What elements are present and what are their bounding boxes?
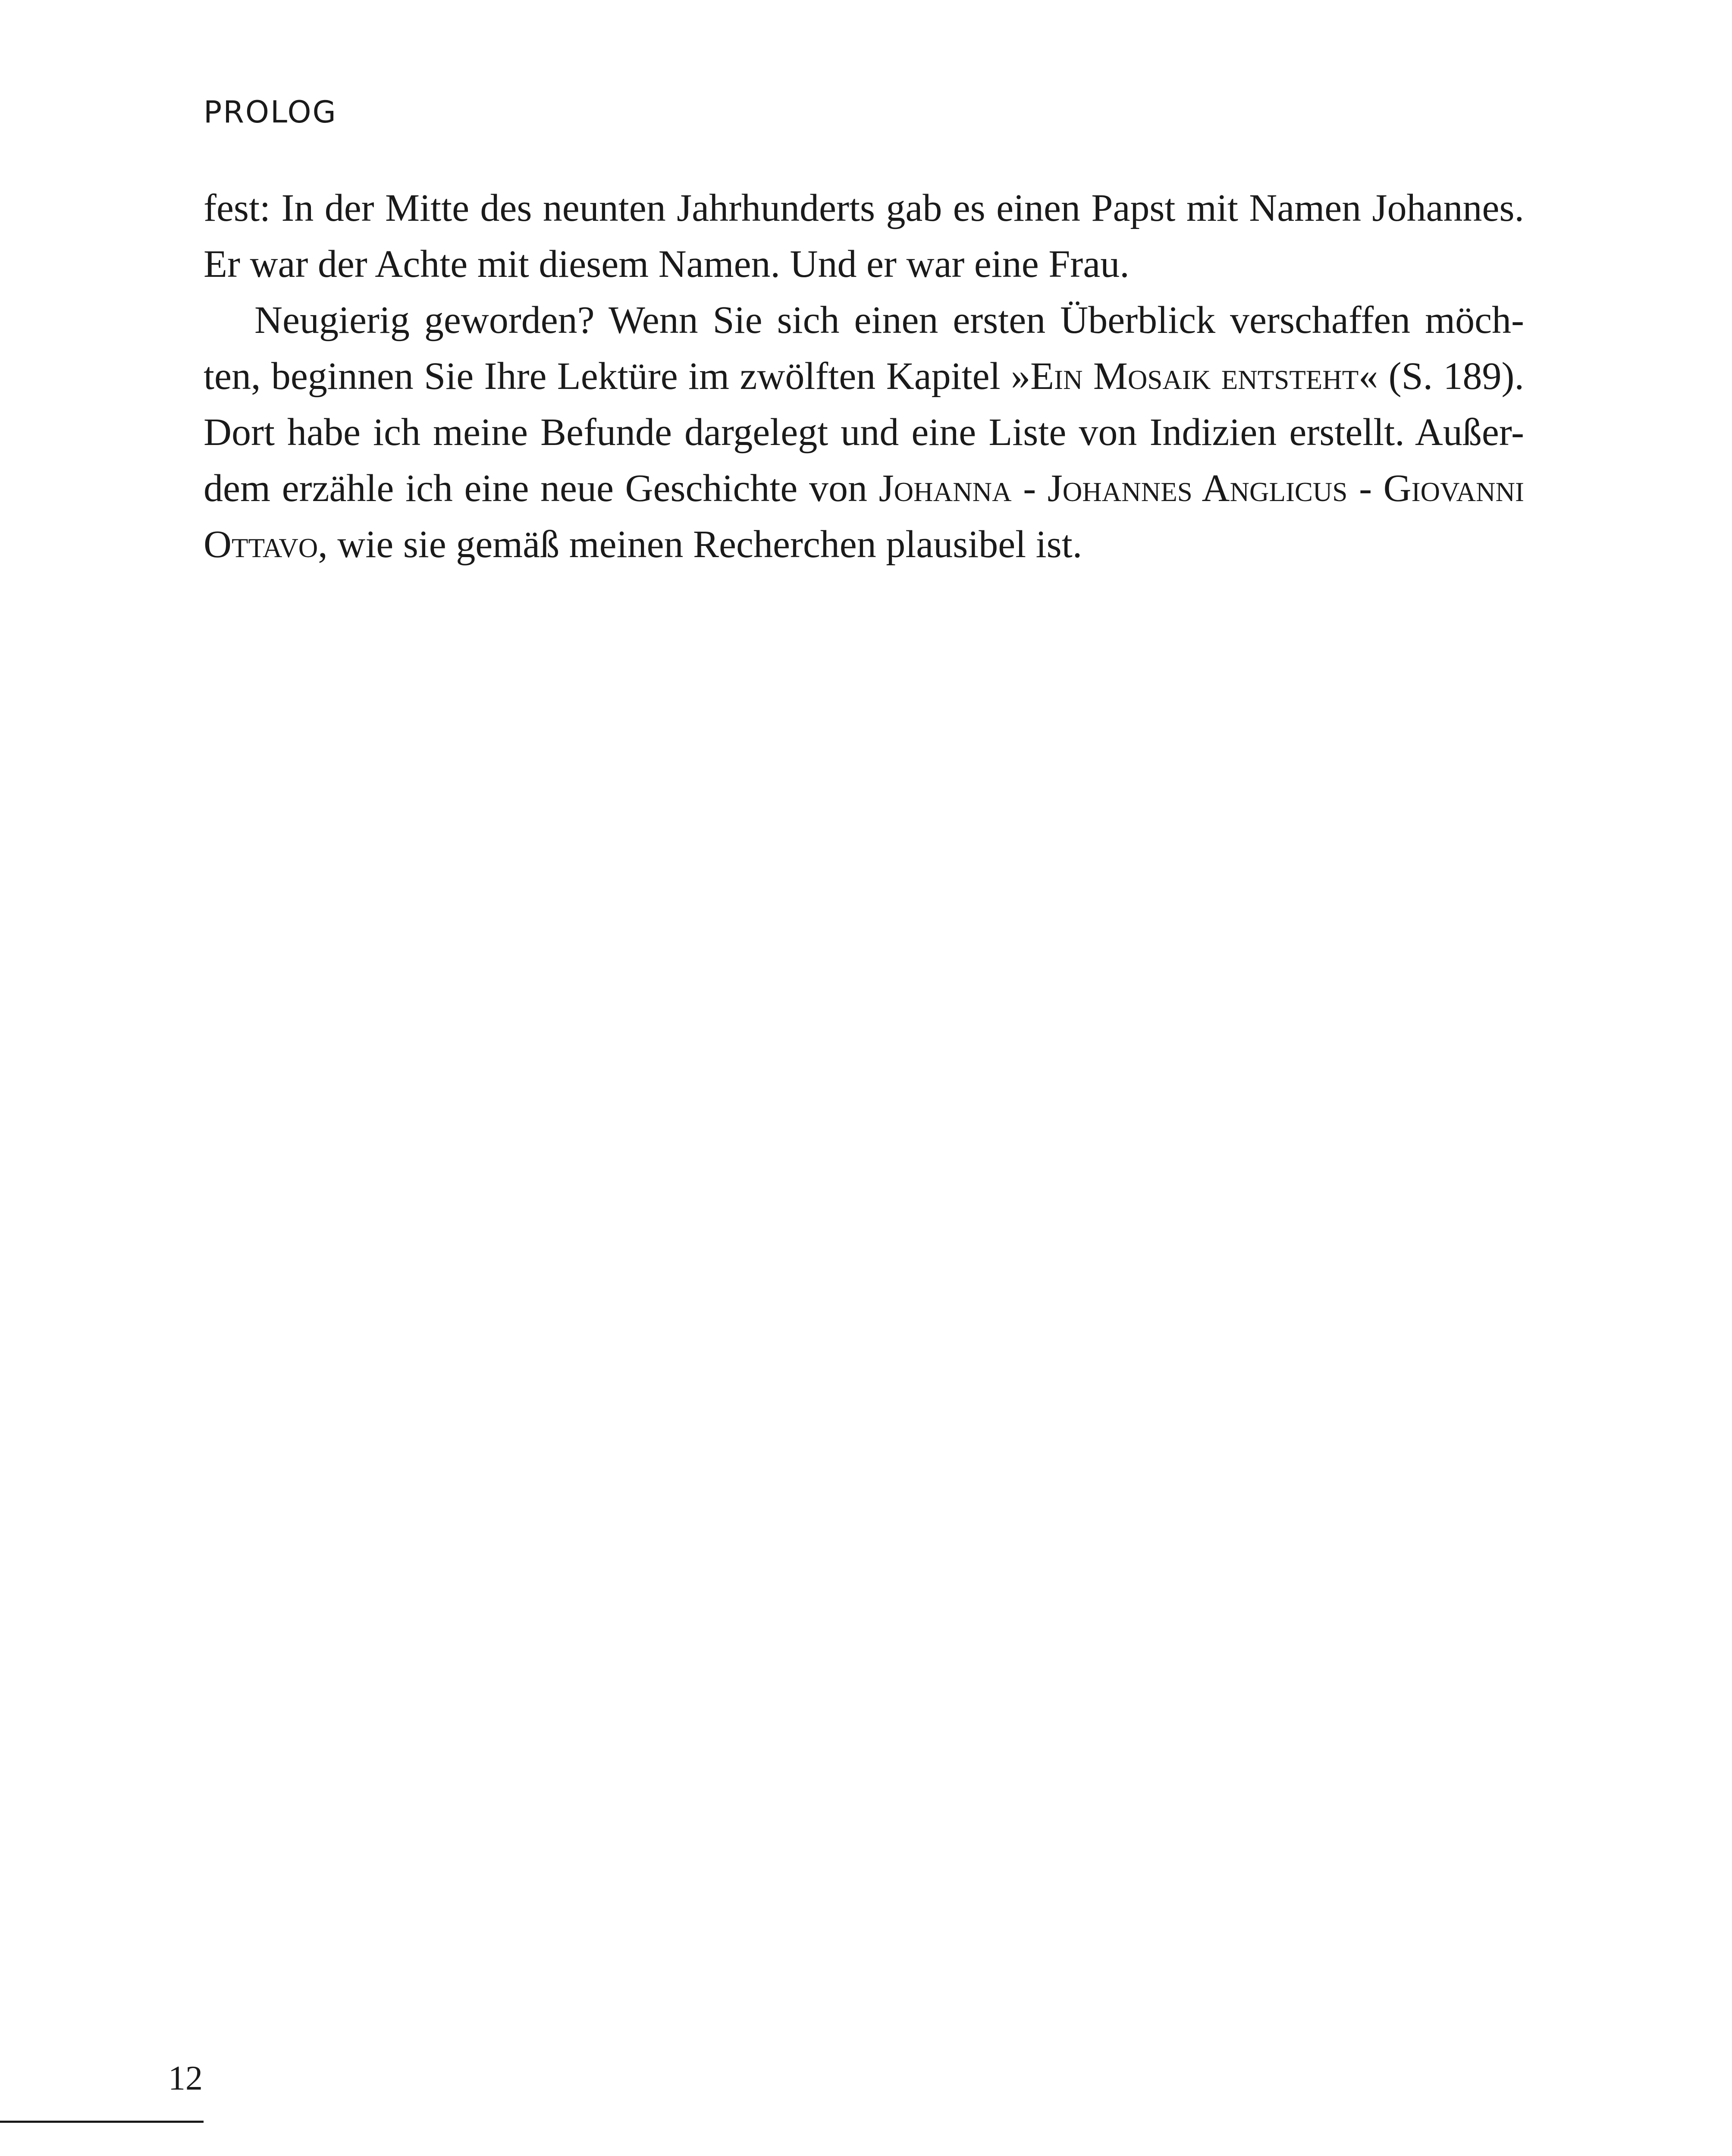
body-text (204, 180, 1524, 573)
footer-rule (0, 2121, 204, 2123)
text-line-7 (204, 517, 1524, 573)
text-line-7-end: , wie sie gemäß meinen Recherchen plausibel ist. (318, 523, 1082, 566)
text-line-1: fest: In der Mitte des neunten Jahrhunderts gab es einen Papst mit Namen Johannes. (204, 187, 1524, 229)
running-header: PROLOG (204, 94, 337, 130)
text-line-5: Dort habe ich meine Befunde dargelegt und eine Liste von Indizien erstellt. Außer- (204, 411, 1524, 454)
page-number: 12 (168, 2059, 203, 2097)
text-line-4 (204, 348, 1524, 404)
names-smallcaps: Johanna - Johannes Anglicus - Giovanni (879, 467, 1524, 510)
text-line-6 (204, 461, 1524, 517)
text-line-4-start: ten, beginnen Sie Ihre Lektüre im zwölften Kapitel » (204, 355, 1030, 398)
text-line-2: Er war der Achte mit diesem Namen. Und er war eine Frau. (204, 243, 1130, 285)
text-line-4-end: « (S. 189). (1359, 355, 1524, 398)
text-line-3: Neugierig geworden? Wenn Sie sich einen ersten Überblick verschaffen möch- (254, 299, 1524, 342)
chapter-reference: Ein Mosaik entsteht (1030, 355, 1359, 398)
name-ottavo: Ottavo (204, 523, 318, 566)
text-line-6-start: dem erzähle ich eine neue Geschichte von (204, 467, 879, 510)
